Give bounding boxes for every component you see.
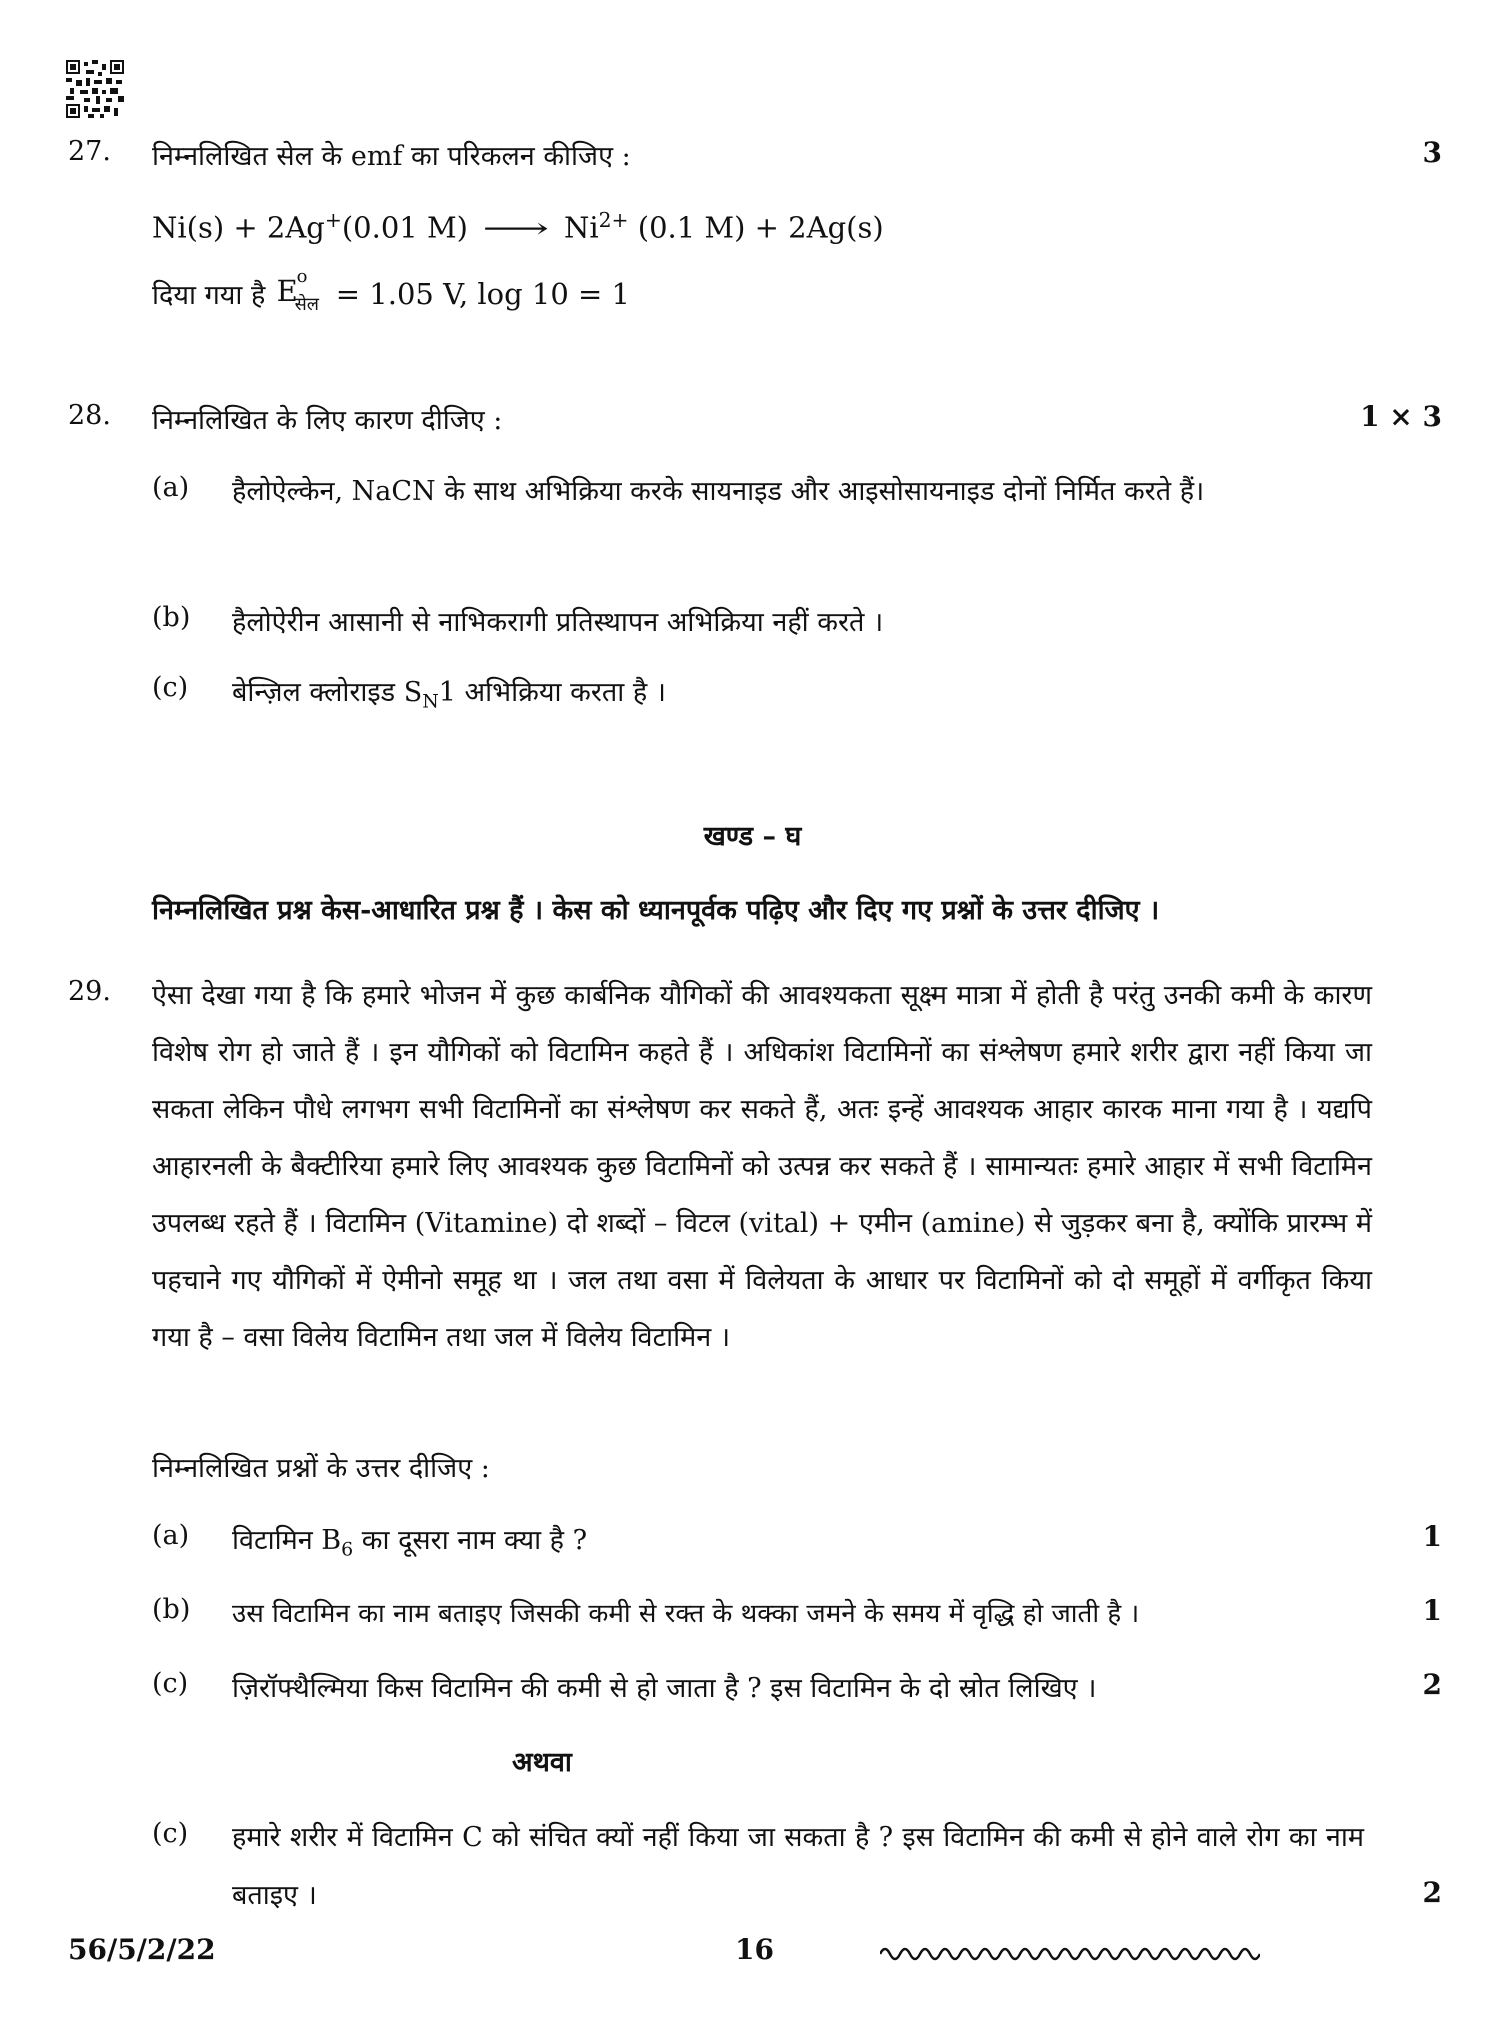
part-label: (a) [152, 1520, 190, 1551]
part-label: (c) [152, 672, 189, 703]
part-text: उस विटामिन का नाम बताइए जिसकी कमी से रक्त के थक्का जमने के समय में वृद्धि हो जाती है । [232, 1599, 1140, 1629]
part-text [232, 1520, 587, 1560]
section-instruction: निम्नलिखित प्रश्न केस-आधारित प्रश्न हैं । केस को ध्यानपूर्वक पढ़िए और दिए गए प्रश्नों के उत्तर दीजिए । [152, 895, 1160, 926]
part-text-after: 1 अभिक्रिया करता है । [438, 677, 666, 708]
qr-code-icon [66, 60, 124, 118]
part-text-subscript: N [422, 690, 439, 713]
part-marks: 1 [1422, 1520, 1442, 1553]
question-text: निम्नलिखित सेल के emf का परिकलन कीजिए : [152, 141, 631, 172]
reaction-arrow-icon: ⟶ [482, 210, 550, 245]
part-text-before: विटामिन B [232, 1525, 342, 1556]
given-prefix: दिया गया है [152, 280, 266, 311]
part-label: (b) [152, 602, 191, 633]
part-text-subscript: 6 [341, 1538, 354, 1561]
equation-left-concentration: (0.01 M) [341, 210, 468, 245]
paper-code: 56/5/2/22 [68, 1933, 216, 1966]
page-number: 16 [735, 1933, 774, 1966]
section-heading: खण्ड – घ [703, 821, 802, 852]
part-text: ज़िरॉफ्थैल्मिया किस विटामिन की कमी से हो जाता है ? इस विटामिन के दो स्रोत लिखिए । [232, 1673, 1097, 1704]
emf-superscript: o [296, 266, 308, 287]
answer-prompt: निम्नलिखित प्रश्नों के उत्तर दीजिए : [152, 1453, 490, 1484]
question-number: 29. [68, 976, 111, 1007]
given-values [152, 266, 631, 315]
equation-right-ion: Ni [564, 210, 599, 245]
equation-right-charge: 2+ [598, 208, 629, 232]
case-passage: ऐसा देखा गया है कि हमारे भोजन में कुछ कार्बनिक यौगिकों की आवश्यकता सूक्ष्म मात्रा में होती है परंतु उनकी कमी के कारण विशेष रोग हो जाते हैं । इन यौगिकों को विटामिन कहते हैं । अधिकांश विटामिनों का संश्लेषण हमारे शरीर द्वारा नहीं किया जा सकता लेकिन पौधे लगभग सभी विटामिनों का संश्लेषण कर सकते हैं, अतः इन्हें आवश्यक आहार कारक माना गया है । यद्यपि आहारनली के बैक्टीरिया हमारे लिए आवश्यक कुछ विटामिनों को उत्पन्न कर सकते हैं । सामान्यतः हमारे आहार में सभी विटामिन उपलब्ध रहते हैं । विटामिन (Vitamine) दो शब्दों – विटल (vital) + एमीन (amine) से जुड़कर बना है, क्योंकि प्रारम्भ में पहचाने गए यौगिकों में ऐमीनो समूह था । जल तथा वसा में विलेयता के आधार पर विटामिनों को दो समूहों में वर्गीकृत किया गया है – वसा विलेय विटामिन तथा जल में विलेय विटामिन । [152, 980, 1372, 1353]
part-marks: 1 [1422, 1594, 1442, 1627]
standard-emf-symbol [275, 266, 327, 315]
wavy-line-decoration [880, 1944, 1260, 1964]
or-label: अथवा [512, 1747, 572, 1778]
emf-subscript: सेल [294, 294, 319, 315]
part-text [232, 672, 666, 712]
question-marks: 3 [1422, 136, 1442, 169]
part-label: (a) [152, 472, 190, 503]
part-text-after: का दूसरा नाम क्या है ? [353, 1525, 588, 1556]
part-text: हमारे शरीर में विटामिन C को संचित क्यों नहीं किया जा सकता है ? इस विटामिन की कमी से होने वाले रोग का नाम बताइए । [232, 1822, 1364, 1911]
part-text: हैलोऐल्केन, NaCN के साथ अभिक्रिया करके सायनाइड और आइसोसायनाइड दोनों निर्मित करते हैं। [232, 476, 1205, 507]
part-label: (c) [152, 1668, 189, 1699]
part-marks: 2 [1422, 1668, 1442, 1701]
part-marks: 2 [1422, 1876, 1442, 1909]
question-text: निम्नलिखित के लिए कारण दीजिए : [152, 405, 503, 436]
equation-left-charge: + [324, 208, 342, 232]
cell-reaction-equation [152, 208, 884, 245]
equation-left: Ni(s) + 2Ag [152, 210, 325, 245]
part-label: (b) [152, 1594, 191, 1625]
equation-right-rest: (0.1 M) + 2Ag(s) [628, 210, 884, 245]
question-number: 27. [68, 136, 111, 167]
part-text-before: बेन्ज़िल क्लोराइड S [232, 677, 423, 708]
part-text: हैलोऐरीन आसानी से नाभिकरागी प्रतिस्थापन अभिक्रिया नहीं करते । [232, 607, 884, 638]
given-rest: = 1.05 V, log 10 = 1 [326, 277, 631, 311]
emf-symbol: E [276, 274, 298, 308]
part-label: (c) [152, 1818, 189, 1849]
question-number: 28. [68, 400, 111, 431]
question-marks: 1 × 3 [1360, 400, 1442, 433]
